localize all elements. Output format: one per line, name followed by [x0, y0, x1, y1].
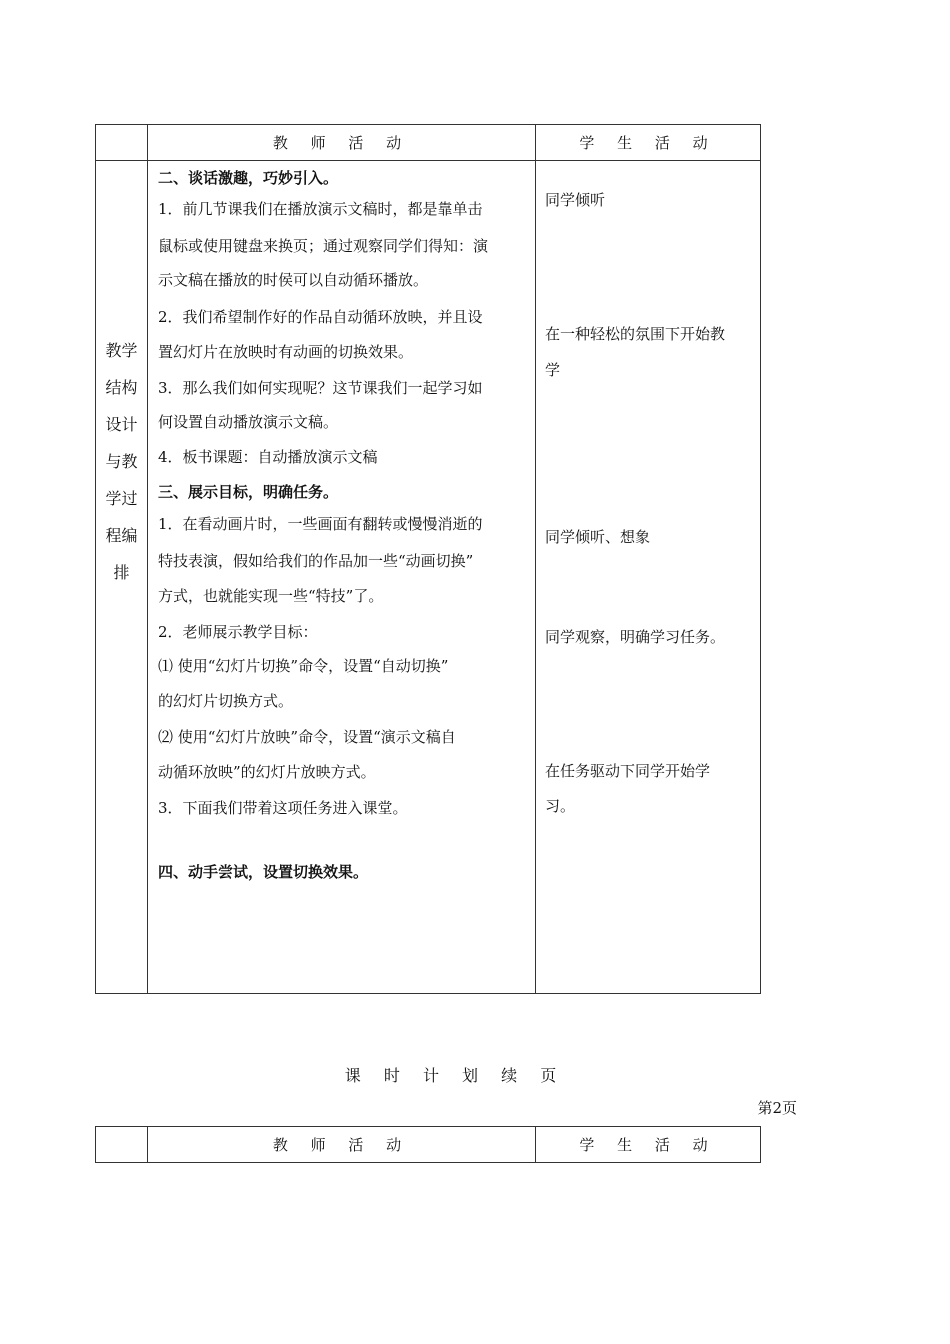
teacher-activity-cell: [148, 161, 536, 994]
student-text-line: 同学倾听、想象: [545, 528, 651, 546]
teacher-text-line: ⑵ 使用“幻灯片放映”命令，设置“演示文稿自: [158, 728, 456, 746]
teacher-text-line: 1．前几节课我们在播放演示文稿时，都是靠单击: [158, 200, 483, 218]
teacher-text-line: 2．我们希望制作好的作品自动循环放映，并且设: [158, 308, 483, 326]
teacher-activity-header: 教 师 活 动: [148, 1127, 536, 1163]
teacher-text-line: 4．板书课题：自动播放演示文稿: [158, 448, 378, 466]
teacher-text-line: 方式，也就能实现一些“特技”了。: [158, 587, 384, 605]
student-activity-content: [536, 161, 760, 993]
teacher-text-line: 特技表演，假如给我们的作品加一些“动画切换”: [158, 552, 474, 570]
page-number: 第2页: [757, 1099, 797, 1117]
teacher-text-line: 置幻灯片在放映时有动画的切换效果。: [158, 343, 414, 361]
table-header-row: [96, 125, 761, 161]
blank-header-cell: [96, 125, 148, 161]
lesson-plan-table: [95, 124, 761, 994]
teacher-text-line: 3．那么我们如何实现呢？这节课我们一起学习如: [158, 379, 483, 397]
side-label-cell: [96, 161, 148, 994]
student-text-line: 在任务驱动下同学开始学: [545, 762, 711, 780]
teacher-text-line: 鼠标或使用键盘来换页；通过观察同学们得知：演: [158, 237, 489, 255]
teacher-text-line: 示文稿在播放的时侯可以自动循环播放。: [158, 271, 429, 289]
teacher-text-line: 动循环放映”的幻灯片放映方式。: [158, 763, 376, 781]
student-text-line: 习。: [545, 797, 576, 815]
table-header-row: [96, 1127, 761, 1163]
teacher-text-line: ⑴ 使用“幻灯片切换”命令，设置“自动切换”: [158, 657, 449, 675]
continuation-table: [95, 1126, 761, 1163]
section-heading: 四、动手尝试，设置切换效果。: [158, 863, 369, 881]
continuation-page-title: 课 时 计 划 续 页: [344, 1066, 566, 1085]
student-activity-header: 学 生 活 动: [536, 125, 761, 161]
student-text-line: 学: [545, 361, 561, 379]
side-label: 教学结构设计与教学过程编排: [105, 341, 138, 582]
blank-header-cell: [96, 1127, 148, 1163]
teacher-text-line: 的幻灯片切换方式。: [158, 692, 294, 710]
teacher-text-line: 3．下面我们带着这项任务进入课堂。: [158, 799, 408, 817]
student-activity-header: 学 生 活 动: [536, 1127, 761, 1163]
student-activity-cell: [536, 161, 761, 994]
section-heading: 三、展示目标，明确任务。: [158, 483, 339, 501]
teacher-activity-content: [148, 161, 535, 993]
teacher-text-line: 2．老师展示教学目标：: [158, 623, 318, 641]
section-heading: 二、谈话激趣，巧妙引入。: [158, 169, 339, 187]
teacher-activity-header: 教 师 活 动: [148, 125, 536, 161]
teacher-text-line: 何设置自动播放演示文稿。: [158, 413, 339, 431]
student-text-line: 在一种轻松的氛围下开始教: [545, 325, 726, 343]
teacher-text-line: 1．在看动画片时，一些画面有翻转或慢慢消逝的: [158, 515, 483, 533]
student-text-line: 同学观察，明确学习任务。: [545, 628, 726, 646]
student-text-line: 同学倾听: [545, 191, 606, 209]
table-body-row: [96, 161, 761, 994]
